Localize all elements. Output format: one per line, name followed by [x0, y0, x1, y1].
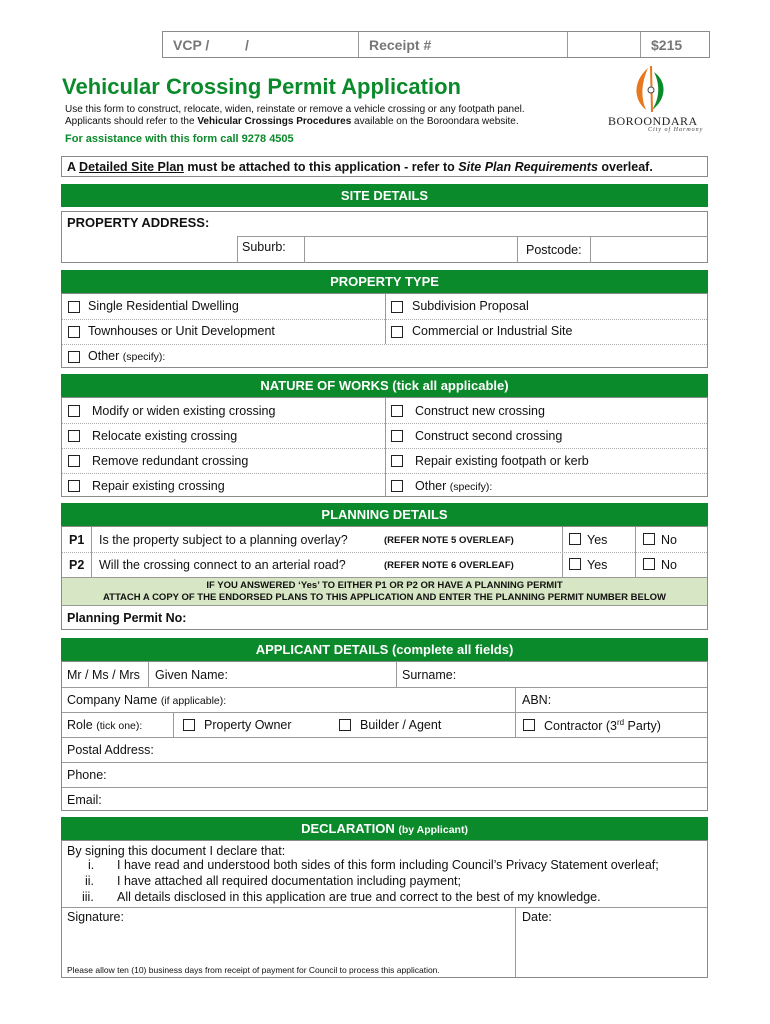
postal-address-label: Postal Address:: [67, 743, 154, 757]
checkbox-contractor[interactable]: [523, 719, 535, 731]
declaration-num-2: ii.: [85, 874, 95, 888]
checkbox-commercial[interactable]: [391, 326, 403, 338]
property-type-section: [61, 293, 708, 368]
site-plan-note: A Detailed Site Plan must be attached to this application - refer to Site Plan Requirements overleaf.: [61, 156, 708, 177]
option-construct-new: Construct new crossing: [415, 404, 545, 418]
p1-no-label: No: [661, 533, 677, 547]
declaration-intro: By signing this document I declare that:: [67, 844, 286, 858]
option-townhouses: Townhouses or Unit Development: [88, 324, 275, 338]
checkbox-construct-new[interactable]: [391, 405, 403, 417]
declaration-header: DECLARATION (by Applicant): [61, 817, 708, 840]
checkbox-other-property[interactable]: [68, 351, 80, 363]
vcp-label: VCP /: [173, 37, 210, 53]
role-contractor-label: Contractor (3rd Party): [544, 718, 661, 734]
declaration-section: [61, 840, 708, 978]
checkbox-builder-agent[interactable]: [339, 719, 351, 731]
role-builder-label: Builder / Agent: [360, 718, 442, 732]
option-modify: Modify or widen existing crossing: [92, 404, 276, 418]
checkbox-relocate[interactable]: [68, 430, 80, 442]
postcode-label: Postcode:: [526, 243, 582, 257]
date-field[interactable]: [518, 926, 706, 976]
checkbox-townhouses[interactable]: [68, 326, 80, 338]
logo-name: BOROONDARA: [608, 114, 698, 128]
option-other-property: Other (specify):: [88, 349, 166, 363]
abn-label: ABN:: [522, 693, 552, 707]
option-subdivision: Subdivision Proposal: [412, 299, 529, 313]
p1-id: P1: [69, 533, 85, 547]
nature-of-works-section: [61, 397, 708, 497]
p2-yes-label: Yes: [587, 558, 608, 572]
planning-notice: IF YOU ANSWERED ‘Yes’ TO EITHER P1 OR P2 OR HAVE A PLANNING PERMIT ATTACH A COPY OF THE ENDORSED PLANS TO THIS APPLICATION AND ENTER THE PLANNING PERMIT NUMBER BELOW: [62, 578, 707, 605]
checkbox-subdivision[interactable]: [391, 301, 403, 313]
p2-note: (REFER NOTE 6 OVERLEAF): [384, 560, 514, 571]
checkbox-repair-crossing[interactable]: [68, 480, 80, 492]
checkbox-modify[interactable]: [68, 405, 80, 417]
planning-details-section: [61, 526, 708, 630]
applicant-details-section: [61, 661, 708, 811]
property-address-label: PROPERTY ADDRESS:: [67, 215, 210, 230]
checkbox-p1-yes[interactable]: [569, 533, 581, 545]
p2-no-label: No: [661, 558, 677, 572]
fee-label: $215: [651, 37, 683, 53]
page-title: Vehicular Crossing Permit Application: [62, 74, 461, 99]
date-label: Date:: [522, 910, 552, 924]
abn-field[interactable]: [557, 688, 706, 711]
property-type-header: PROPERTY TYPE: [61, 270, 708, 293]
signature-field[interactable]: [64, 926, 513, 960]
given-name-label: Given Name:: [155, 668, 228, 682]
option-relocate: Relocate existing crossing: [92, 429, 238, 443]
signature-label: Signature:: [67, 910, 124, 924]
p2-id: P2: [69, 558, 85, 572]
option-single-residential: Single Residential Dwelling: [88, 299, 239, 313]
p1-yes-label: Yes: [587, 533, 608, 547]
site-details-header: SITE DETAILS: [61, 184, 708, 207]
postal-address-field[interactable]: [162, 738, 706, 761]
declaration-item-2: I have attached all required documentation including payment;: [117, 874, 461, 888]
intro-line-1: Use this form to construct, relocate, widen, reinstate or remove a vehicle crossing or any footpath panel.: [65, 104, 525, 115]
boroondara-logo: [608, 62, 708, 134]
checkbox-repair-footpath[interactable]: [391, 455, 403, 467]
declaration-num-3: iii.: [82, 890, 94, 904]
option-repair-crossing: Repair existing crossing: [92, 479, 225, 493]
postcode-field[interactable]: [592, 237, 707, 262]
checkbox-remove[interactable]: [68, 455, 80, 467]
option-remove: Remove redundant crossing: [92, 454, 249, 468]
declaration-item-3: All details disclosed in this application are true and correct to the best of my knowledge.: [117, 890, 601, 904]
planning-details-header: PLANNING DETAILS: [61, 503, 708, 526]
surname-label: Surname:: [402, 668, 457, 682]
checkbox-construct-second[interactable]: [391, 430, 403, 442]
option-other-works: Other (specify):: [415, 479, 493, 493]
option-construct-second: Construct second crossing: [415, 429, 563, 443]
planning-permit-label: Planning Permit No:: [67, 611, 187, 625]
checkbox-other-works[interactable]: [391, 480, 403, 492]
planning-permit-field[interactable]: [192, 607, 706, 629]
office-use-bar: [162, 31, 710, 58]
intro-line-2: Applicants should refer to the Vehicular Crossings Procedures available on the Boroondara website.: [65, 116, 519, 127]
checkbox-property-owner[interactable]: [183, 719, 195, 731]
suburb-field[interactable]: [306, 237, 516, 262]
checkbox-p2-yes[interactable]: [569, 558, 581, 570]
declaration-num-1: i.: [88, 858, 95, 872]
email-field[interactable]: [112, 788, 706, 811]
option-repair-footpath: Repair existing footpath or kerb: [415, 454, 589, 468]
phone-field[interactable]: [112, 763, 706, 786]
suburb-label: Suburb:: [242, 240, 286, 254]
checkbox-p2-no[interactable]: [643, 558, 655, 570]
role-owner-label: Property Owner: [204, 718, 292, 732]
checkbox-single-residential[interactable]: [68, 301, 80, 313]
logo-tagline: City of Harmony: [648, 127, 704, 133]
site-details-section: [61, 211, 708, 263]
declaration-item-1: I have read and understood both sides of this form including Council’s Privacy Statement overleaf;: [117, 858, 659, 872]
phone-label: Phone:: [67, 768, 107, 782]
surname-field[interactable]: [462, 663, 706, 686]
applicant-details-header: APPLICANT DETAILS (complete all fields): [61, 638, 708, 661]
p1-note: (REFER NOTE 5 OVERLEAF): [384, 535, 514, 546]
role-label: Role (tick one):: [67, 718, 143, 732]
assistance-line: For assistance with this form call 9278 4505: [65, 133, 294, 145]
receipt-label: Receipt #: [369, 37, 432, 53]
option-commercial: Commercial or Industrial Site: [412, 324, 573, 338]
email-label: Email:: [67, 793, 102, 807]
vcp-slash: /: [245, 37, 249, 53]
company-name-label: Company Name (if applicable):: [67, 693, 227, 707]
checkbox-p1-no[interactable]: [643, 533, 655, 545]
p2-question: Will the crossing connect to an arterial road?: [99, 558, 346, 572]
leaf-icon: [608, 62, 708, 114]
p1-question: Is the property subject to a planning overlay?: [99, 533, 348, 547]
company-name-field[interactable]: [232, 688, 514, 711]
nature-of-works-header: NATURE OF WORKS (tick all applicable): [61, 374, 708, 397]
processing-footnote: Please allow ten (10) business days from receipt of payment for Council to process this application.: [67, 965, 440, 975]
title-options: Mr / Ms / Mrs: [67, 668, 140, 682]
given-name-field[interactable]: [230, 663, 394, 686]
